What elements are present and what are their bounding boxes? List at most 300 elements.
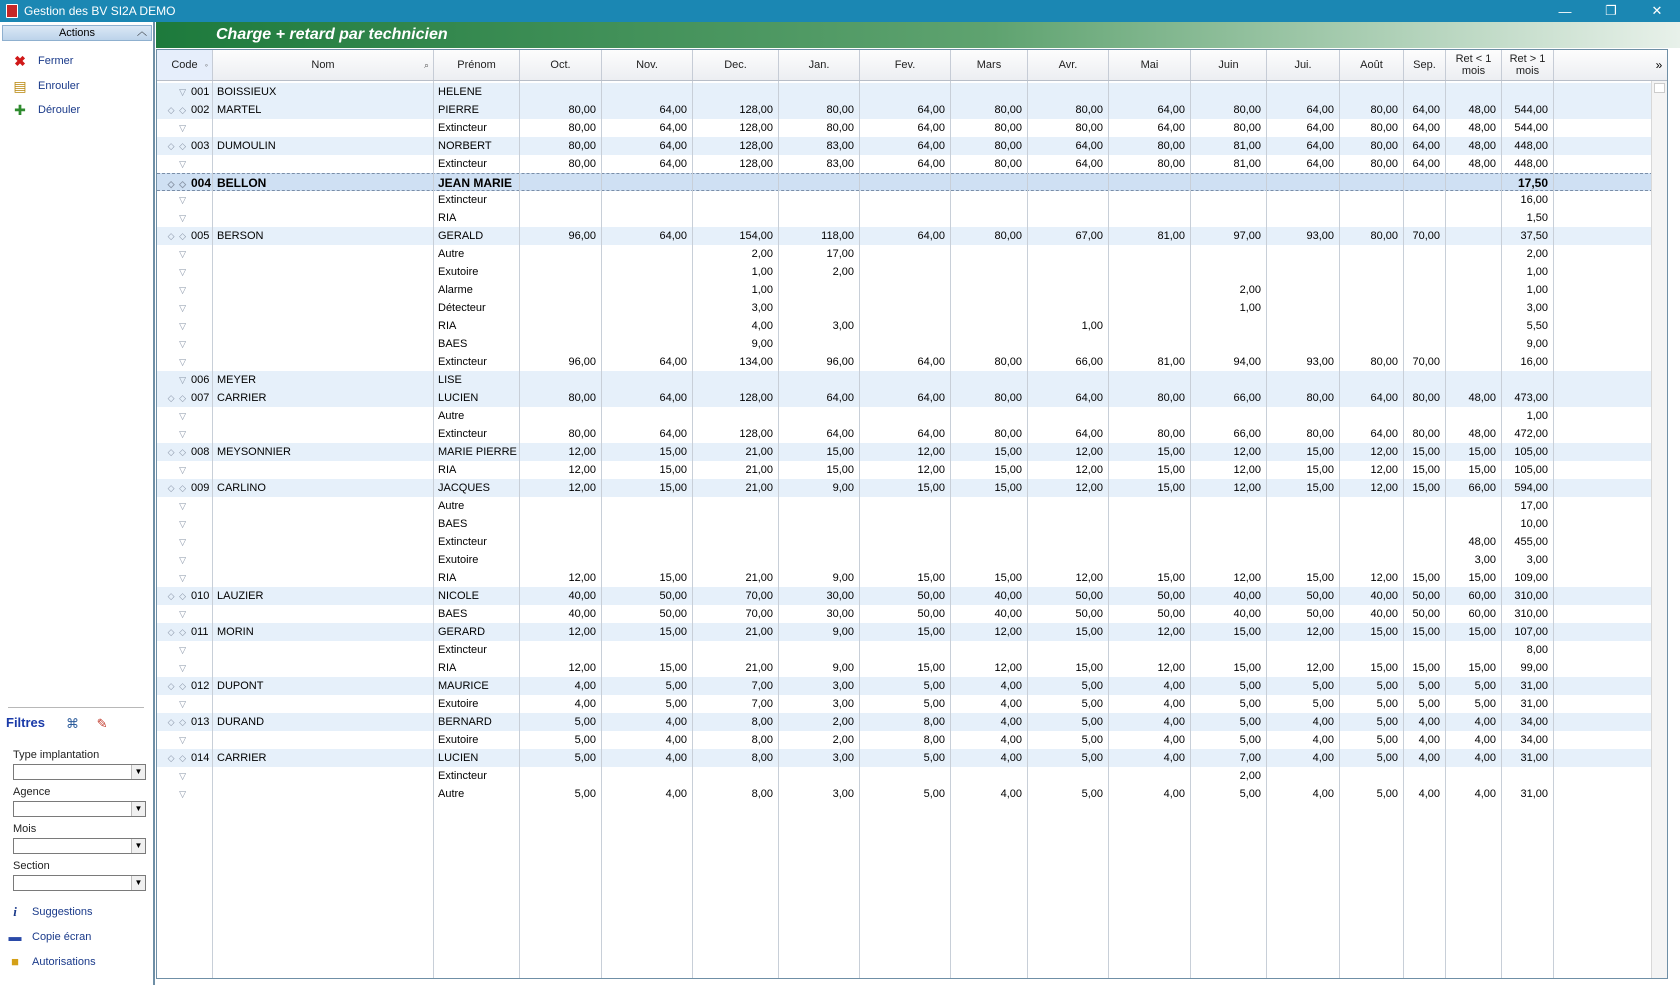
value-cell: 99,00 [1520, 662, 1548, 674]
tree-toggle-icon[interactable]: ▽ [179, 771, 187, 781]
value-cell [1404, 299, 1446, 317]
code-cell [157, 191, 213, 209]
value-cell [1340, 371, 1404, 389]
column-header-7[interactable] [860, 50, 951, 80]
value-cell [1191, 371, 1267, 389]
value-cell: 9,00 [1526, 338, 1548, 350]
tree-toggle-icon[interactable]: ◇ ◇ [167, 105, 187, 115]
nom-cell: MORIN [217, 626, 254, 638]
tree-toggle-icon[interactable]: ▽ [179, 285, 187, 295]
permissions-link[interactable] [8, 954, 96, 969]
value-cell [1109, 767, 1191, 785]
search-icon[interactable]: ⌕ [423, 60, 429, 70]
detail-row[interactable] [157, 353, 1653, 371]
value-cell: 5,00 [923, 788, 945, 800]
nom-cell [213, 209, 434, 227]
value-cell: 5,00 [1081, 788, 1103, 800]
value-cell: 15,00 [1233, 626, 1261, 638]
technician-row[interactable] [157, 389, 1653, 407]
detail-row[interactable] [157, 209, 1653, 227]
detail-row[interactable] [157, 191, 1653, 209]
value-cell: 64,00 [917, 158, 945, 170]
value-cell: 5,00 [665, 680, 687, 692]
more-columns-button[interactable]: » [1655, 58, 1663, 72]
value-cell: 80,00 [994, 428, 1022, 440]
nom-cell [213, 461, 434, 479]
value-cell [1340, 174, 1404, 192]
value-cell [1446, 317, 1502, 335]
chevron-down-icon[interactable]: ▼ [131, 876, 145, 890]
value-cell [860, 245, 951, 263]
tree-toggle-icon[interactable]: ▽ [179, 519, 187, 529]
column-header-15[interactable] [1446, 50, 1502, 80]
technician-row[interactable] [157, 443, 1653, 461]
tree-toggle-icon[interactable]: ▽ [179, 663, 187, 673]
value-cell [1267, 245, 1340, 263]
value-cell [1404, 407, 1446, 425]
column-divider [1266, 81, 1267, 978]
detail-row[interactable] [157, 659, 1653, 677]
value-cell [1340, 497, 1404, 515]
value-cell: 4,00 [1312, 716, 1334, 728]
value-cell: 2,00 [751, 248, 773, 260]
minimize-button[interactable]: — [1558, 3, 1572, 19]
value-cell [1404, 83, 1446, 101]
actions-header[interactable] [2, 25, 152, 41]
value-cell: 12,00 [1233, 446, 1261, 458]
scroll-thumb[interactable] [1654, 83, 1665, 93]
value-cell [1404, 174, 1446, 192]
suggestions-link[interactable] [8, 904, 93, 920]
value-cell: 15,00 [1306, 572, 1334, 584]
value-cell [1028, 335, 1109, 353]
value-cell: 50,00 [1075, 590, 1103, 602]
value-cell: 21,00 [745, 464, 773, 476]
value-cell: 2,00 [1239, 284, 1261, 296]
sort-icon[interactable]: ◦ [204, 60, 208, 70]
code-value: 001 [191, 86, 210, 98]
tree-toggle-icon[interactable]: ▽ [179, 357, 187, 367]
technician-row[interactable] [157, 713, 1653, 731]
column-header-1[interactable] [213, 50, 434, 80]
nom-cell [213, 731, 434, 749]
value-cell [1404, 317, 1446, 335]
window-title-bar [0, 0, 1680, 22]
value-cell: 80,00 [994, 140, 1022, 152]
value-cell: 21,00 [745, 626, 773, 638]
tree-toggle-icon[interactable]: ◇ ◇ [167, 393, 187, 403]
value-cell: 9,00 [751, 338, 773, 350]
prenom-cell: JEAN MARIE [438, 176, 513, 190]
tree-toggle-icon[interactable]: ▽ [179, 87, 187, 97]
vertical-scrollbar[interactable] [1651, 81, 1667, 978]
value-cell: 21,00 [745, 572, 773, 584]
value-cell [1267, 767, 1340, 785]
value-cell: 4,00 [1163, 788, 1185, 800]
value-cell: 48,00 [1468, 158, 1496, 170]
detail-row[interactable] [157, 785, 1653, 803]
column-header-2[interactable] [434, 50, 520, 80]
technician-row[interactable] [157, 677, 1653, 695]
tree-toggle-icon[interactable]: ▽ [179, 501, 187, 511]
code-cell [157, 281, 213, 299]
technician-row[interactable] [157, 137, 1653, 155]
code-value: 014 [191, 752, 210, 764]
nom-cell [213, 299, 434, 317]
value-cell [1028, 209, 1109, 227]
prenom-cell: Extincteur [438, 356, 487, 368]
value-cell: 455,00 [1514, 536, 1548, 548]
tree-toggle-icon[interactable]: ◇ ◇ [167, 141, 187, 151]
tree-toggle-icon[interactable]: ▽ [179, 537, 187, 547]
page-title: Charge + retard par technicien [216, 26, 448, 43]
value-cell: 15,00 [1233, 662, 1261, 674]
value-cell [1340, 533, 1404, 551]
technician-row[interactable] [157, 101, 1653, 119]
value-cell [1340, 551, 1404, 569]
column-header-5[interactable] [693, 50, 779, 80]
restore-button[interactable]: ❐ [1605, 3, 1617, 18]
value-cell [951, 317, 1028, 335]
value-cell: 64,00 [917, 392, 945, 404]
tree-toggle-icon[interactable]: ▽ [179, 645, 187, 655]
code-cell [157, 785, 213, 803]
prenom-cell: RIA [438, 572, 457, 584]
chevron-down-icon[interactable]: ▼ [131, 802, 145, 816]
detail-row[interactable] [157, 641, 1653, 659]
column-divider [433, 81, 434, 978]
value-cell [520, 317, 602, 335]
detail-row[interactable] [157, 425, 1653, 443]
tree-toggle-icon[interactable]: ◇ ◇ [167, 179, 187, 189]
value-cell: 60,00 [1468, 608, 1496, 620]
code-cell [157, 407, 213, 425]
value-cell [520, 245, 602, 263]
value-cell [1446, 353, 1502, 371]
column-header-4[interactable] [602, 50, 693, 80]
tree-toggle-icon[interactable]: ▽ [179, 375, 187, 385]
value-cell: 80,00 [568, 428, 596, 440]
detail-row[interactable] [157, 461, 1653, 479]
prenom-cell: Exutoire [438, 266, 479, 278]
tree-toggle-icon[interactable]: ▽ [179, 159, 187, 169]
detail-row[interactable] [157, 695, 1653, 713]
value-cell [1267, 407, 1340, 425]
technician-row[interactable] [157, 749, 1653, 767]
tree-toggle-icon[interactable]: ▽ [179, 321, 187, 331]
value-cell: 128,00 [739, 122, 773, 134]
tree-toggle-icon[interactable]: ◇ ◇ [167, 231, 187, 241]
value-cell [951, 767, 1028, 785]
value-cell: 12,00 [1233, 572, 1261, 584]
tree-toggle-icon[interactable]: ▽ [179, 123, 187, 133]
tree-toggle-icon[interactable]: ▽ [179, 573, 187, 583]
column-divider [692, 81, 693, 978]
filter-agence-select[interactable] [13, 801, 146, 817]
value-cell [1028, 497, 1109, 515]
column-header-9[interactable] [1028, 50, 1109, 80]
chevron-down-icon[interactable]: ▼ [131, 839, 145, 853]
detail-row[interactable] [157, 767, 1653, 785]
value-cell: 64,00 [1306, 158, 1334, 170]
detail-row[interactable] [157, 335, 1653, 353]
detail-row[interactable] [157, 551, 1653, 569]
value-cell [860, 641, 951, 659]
column-header-0[interactable] [157, 50, 213, 80]
column-divider [1339, 81, 1340, 978]
value-cell: 80,00 [1370, 356, 1398, 368]
column-header-label: Juin [1218, 59, 1239, 71]
value-cell: 15,00 [1075, 626, 1103, 638]
value-cell [1109, 209, 1191, 227]
value-cell: 15,00 [826, 446, 854, 458]
value-cell [520, 407, 602, 425]
value-cell [693, 767, 779, 785]
value-cell: 80,00 [1157, 140, 1185, 152]
value-cell [520, 515, 602, 533]
tree-toggle-icon[interactable]: ▽ [179, 195, 187, 205]
value-cell: 48,00 [1468, 122, 1496, 134]
prenom-cell: LISE [438, 374, 462, 386]
tree-toggle-icon[interactable]: ◇ ◇ [167, 591, 187, 601]
prenom-cell: Autre [438, 500, 465, 512]
value-cell: 40,00 [994, 608, 1022, 620]
code-cell [157, 83, 213, 101]
detail-row[interactable] [157, 281, 1653, 299]
value-cell: 81,00 [1233, 140, 1261, 152]
value-cell [1340, 767, 1404, 785]
value-cell: 66,00 [1468, 482, 1496, 494]
tree-toggle-icon[interactable]: ▽ [179, 303, 187, 313]
column-divider [778, 81, 779, 978]
value-cell [860, 533, 951, 551]
technician-row[interactable] [157, 83, 1653, 101]
value-cell: 544,00 [1514, 122, 1548, 134]
tree-toggle-icon[interactable]: ◇ ◇ [167, 681, 187, 691]
tree-toggle-icon[interactable]: ▽ [179, 429, 187, 439]
value-cell: 12,00 [1306, 626, 1334, 638]
tree-toggle-icon[interactable]: ▽ [179, 213, 187, 223]
close-window-button[interactable]: ✕ [1651, 3, 1663, 18]
technician-row[interactable] [157, 587, 1653, 605]
value-cell: 40,00 [1370, 608, 1398, 620]
value-cell [693, 209, 779, 227]
value-cell: 4,00 [1000, 680, 1022, 692]
prenom-cell: GERALD [438, 230, 484, 242]
column-header-label: Jan. [808, 59, 830, 71]
technician-row[interactable] [157, 227, 1653, 245]
nom-cell [213, 767, 434, 785]
code-cell [157, 119, 213, 137]
value-cell [951, 515, 1028, 533]
column-header-12[interactable] [1267, 50, 1340, 80]
permissions-label: Autorisations [32, 955, 96, 968]
column-header-8[interactable] [951, 50, 1028, 80]
value-cell: 8,00 [923, 716, 945, 728]
tree-toggle-icon[interactable]: ◇ ◇ [167, 717, 187, 727]
tree-toggle-icon[interactable]: ▽ [179, 555, 187, 565]
value-cell [1109, 281, 1191, 299]
detail-row[interactable] [157, 263, 1653, 281]
value-cell: 15,00 [917, 572, 945, 584]
value-cell [779, 83, 860, 101]
filter-mois-select[interactable] [13, 838, 146, 854]
value-cell: 30,00 [826, 590, 854, 602]
nom-cell: LAUZIER [217, 590, 264, 602]
value-cell: 128,00 [739, 158, 773, 170]
nom-cell [213, 191, 434, 209]
value-cell [602, 641, 693, 659]
value-cell [951, 641, 1028, 659]
value-cell: 10,00 [1520, 518, 1548, 530]
value-cell [860, 83, 951, 101]
value-cell: 64,00 [917, 428, 945, 440]
technician-row[interactable] [157, 479, 1653, 497]
value-cell: 80,00 [1370, 230, 1398, 242]
column-header-11[interactable] [1191, 50, 1267, 80]
detail-row[interactable] [157, 731, 1653, 749]
nom-cell: MEYSONNIER [217, 446, 291, 458]
tree-toggle-icon[interactable]: ◇ ◇ [167, 483, 187, 493]
column-header-13[interactable] [1340, 50, 1404, 80]
chevron-up-icon[interactable]: ︿ [137, 27, 147, 38]
tree-toggle-icon[interactable]: ▽ [179, 735, 187, 745]
tree-toggle-icon[interactable]: ▽ [179, 609, 187, 619]
column-header-label: Mai [1140, 59, 1159, 71]
value-cell [1191, 551, 1267, 569]
value-cell: 128,00 [739, 104, 773, 116]
value-cell [520, 191, 602, 209]
nom-cell [213, 119, 434, 137]
value-cell [860, 767, 951, 785]
tree-toggle-icon[interactable]: ▽ [179, 699, 187, 709]
value-cell: 3,00 [1474, 554, 1496, 566]
nom-cell [213, 407, 434, 425]
nom-cell: MARTEL [217, 104, 262, 116]
value-cell [602, 263, 693, 281]
value-cell: 1,00 [1526, 410, 1548, 422]
prenom-cell: RIA [438, 320, 457, 332]
value-cell: 594,00 [1514, 482, 1548, 494]
detail-row[interactable] [157, 299, 1653, 317]
tree-toggle-icon[interactable]: ▽ [179, 789, 187, 799]
tree-toggle-icon[interactable]: ◇ ◇ [167, 753, 187, 763]
detail-row[interactable] [157, 155, 1653, 173]
value-cell [1028, 767, 1109, 785]
prenom-cell: Extincteur [438, 158, 487, 170]
prenom-cell: Autre [438, 410, 465, 422]
value-cell [602, 371, 693, 389]
column-divider [1403, 81, 1404, 978]
tree-toggle-icon[interactable]: ◇ ◇ [167, 447, 187, 457]
tree-toggle-icon[interactable]: ▽ [179, 465, 187, 475]
value-cell: 4,00 [1000, 698, 1022, 710]
detail-row[interactable] [157, 119, 1653, 137]
code-cell [157, 605, 213, 623]
value-cell: 15,00 [1468, 626, 1496, 638]
tree-toggle-icon[interactable]: ▽ [179, 267, 187, 277]
value-cell: 64,00 [659, 428, 687, 440]
value-cell [1446, 245, 1502, 263]
detail-row[interactable] [157, 497, 1653, 515]
value-cell [1404, 209, 1446, 227]
value-cell [1191, 533, 1267, 551]
column-header-3[interactable] [520, 50, 602, 80]
value-cell: 4,00 [1474, 716, 1496, 728]
code-cell [157, 713, 213, 731]
tree-toggle-icon[interactable]: ◇ ◇ [167, 627, 187, 637]
value-cell [779, 209, 860, 227]
detail-row[interactable] [157, 569, 1653, 587]
code-cell [157, 551, 213, 569]
expand-action[interactable] [10, 101, 80, 119]
technician-row[interactable] [157, 173, 1653, 191]
value-cell: 12,00 [1370, 482, 1398, 494]
collapse-action[interactable] [10, 77, 80, 95]
column-header-14[interactable] [1404, 50, 1446, 80]
tree-toggle-icon[interactable]: ▽ [179, 249, 187, 259]
close-action[interactable] [10, 52, 73, 70]
detail-row[interactable] [157, 605, 1653, 623]
eraser-icon[interactable]: ✎ [96, 716, 108, 731]
value-cell [1028, 407, 1109, 425]
filter-mois-label: Mois [13, 823, 37, 835]
value-cell: 80,00 [1075, 122, 1103, 134]
column-header-10[interactable] [1109, 50, 1191, 80]
tree-toggle-icon[interactable]: ▽ [179, 411, 187, 421]
binoculars-icon[interactable]: ⌘ [66, 716, 79, 731]
value-cell [779, 281, 860, 299]
filter-section-select[interactable] [13, 875, 146, 891]
value-cell [951, 263, 1028, 281]
technician-row[interactable] [157, 623, 1653, 641]
code-cell [157, 641, 213, 659]
value-cell: 64,00 [1412, 140, 1440, 152]
value-cell [951, 551, 1028, 569]
value-cell: 12,00 [1306, 662, 1334, 674]
value-cell: 9,00 [832, 482, 854, 494]
column-header-6[interactable] [779, 50, 860, 80]
value-cell: 15,00 [659, 464, 687, 476]
value-cell: 94,00 [1233, 356, 1261, 368]
value-cell: 15,00 [1157, 446, 1185, 458]
detail-row[interactable] [157, 533, 1653, 551]
tree-toggle-icon[interactable]: ▽ [179, 339, 187, 349]
detail-row[interactable] [157, 317, 1653, 335]
technician-row[interactable] [157, 371, 1653, 389]
detail-row[interactable] [157, 407, 1653, 425]
value-cell [951, 497, 1028, 515]
filter-type-select[interactable] [13, 764, 146, 780]
prenom-cell: Extincteur [438, 122, 487, 134]
value-cell: 4,00 [751, 320, 773, 332]
value-cell [1446, 515, 1502, 533]
value-cell [1446, 641, 1502, 659]
prenom-cell: BAES [438, 518, 468, 530]
detail-row[interactable] [157, 245, 1653, 263]
code-value: 010 [191, 590, 210, 602]
value-cell: 4,00 [1418, 788, 1440, 800]
chevron-down-icon[interactable]: ▼ [131, 765, 145, 779]
detail-row[interactable] [157, 515, 1653, 533]
value-cell: 64,00 [1306, 104, 1334, 116]
value-cell [860, 281, 951, 299]
value-cell [951, 83, 1028, 101]
screenshot-link[interactable] [8, 929, 91, 944]
value-cell: 15,00 [917, 482, 945, 494]
code-cell [157, 101, 213, 119]
column-header-16[interactable] [1502, 50, 1554, 80]
